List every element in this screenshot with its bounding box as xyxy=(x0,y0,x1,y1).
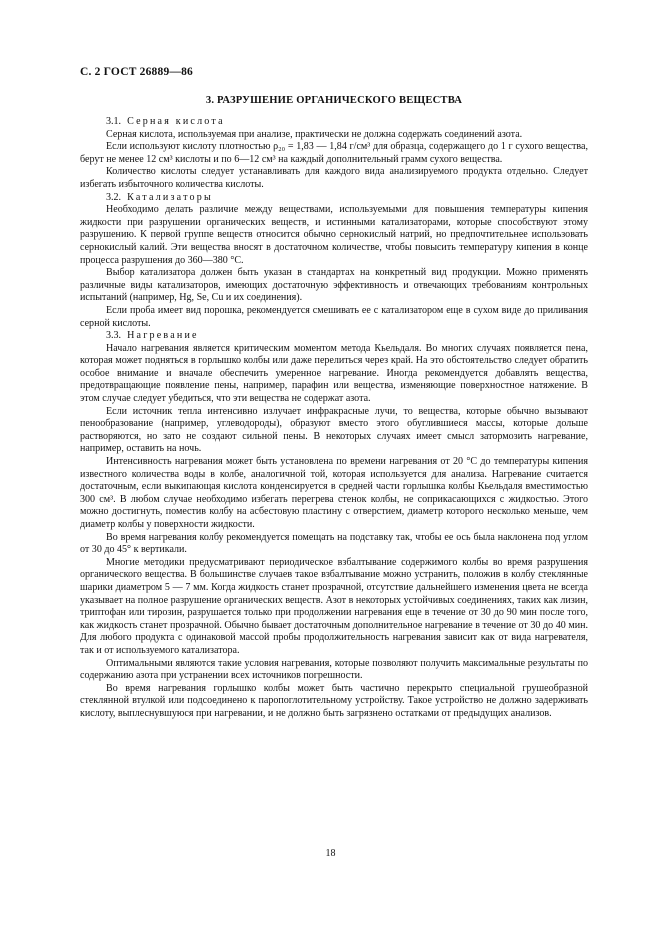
paragraph: Если используют кислоту плотностью ρ₂₀ = 1,83 — 1,84 г/см³ для образца, содержащего до 1 г сухого вещества, берут не менее 12 см³ кислоты и по 6—12 см³ на каждый дополнительный грамм сухого вещества. xyxy=(80,141,588,165)
subsection-heading-heating xyxy=(80,330,588,343)
subsection-title: Нагревание xyxy=(127,330,199,342)
page-number: 18 xyxy=(325,848,336,859)
document-header: С. 2 ГОСТ 26889—86 xyxy=(80,66,193,78)
paragraph: Серная кислота, используемая при анализе, практически не должна содержать соединений азота. xyxy=(106,128,523,140)
paragraph: Необходимо делать различие между веществами, используемыми для повышения температуры кипения жидкости при разрушении органических веществ, и истинными катализаторами, которые способствуют этому разрушению. К первой группе веществ относится обычно сернокислый натрий, но предпочтительнее использовать сернокислый калий. Эти вещества вносят в достаточном количестве, чтобы повысить температуру кипения в конце процесса разрушения до 360—380 °С. xyxy=(80,204,588,266)
paragraph: Если проба имеет вид порошка, рекомендуется смешивать ее с катализатором еще в сухом виде до приливания серной кислоты. xyxy=(80,304,588,329)
paragraph: Оптимальными являются такие условия нагревания, которые позволяют получить максимальные результаты по содержанию азота при устранении всех источников погрешности. xyxy=(80,657,588,682)
paragraph: Если источник тепла интенсивно излучает инфракрасные лучи, то вещества, которые обычно вызывают пенообразование (например, углеводороды), образуют вместо этого обуглившиеся массы, которые дольше растворяются, но зато не создают сильной пены. В некоторых случаях имеет смысл затормозить нагревание, например, оставить на ночь. xyxy=(80,405,588,455)
subsection-title: Серная кислота xyxy=(127,116,225,127)
paragraph: Выбор катализатора должен быть указан в стандартах на конкретный вид продукции. Можно применять различные виды катализаторов, имеющих достаточную эффективность и отвечающих требованиям контрольных испытаний (например, Hg, Se, Cu и их соединения). xyxy=(80,267,588,304)
paragraph: Во время нагревания горлышко колбы может быть частично перекрыто специальной грушеобразной стеклянной втулкой или подсоединено к паропоглотительному устройству. Такое устройство не должно задерживать кислоту, выплеснувшуюся при нагревании, и не должно быть загрязнено остатками от предыдущих анализов. xyxy=(80,682,588,719)
paragraph: Начало нагревания является критическим моментом метода Кьельдаля. Во многих случаях появляется пена, которая может подняться в горлышко колбы или даже перелиться через край. На это обстоятельство следует обратить особое внимание и вначале обеспечить умеренное нагревание. Иногда рекомендуется добавлять вещества, предотвращающие появление пены, например, парафин или вещества, изменяющие поверхностное натяжение. В этом случае следует убедиться, что эти вещества не содержат азота. xyxy=(80,342,588,405)
paragraph: Многие методики предусматривают периодическое взбалтывание содержимого колбы во время разрушения органического вещества. В большинстве случаев такое взбалтывание можно устранить, положив в колбу стеклянные шарики диаметром 5 — 7 мм. Когда жидкость станет прозрачной, отсутствие дальнейшего изменения цвета не всегда указывает на полное разрушение органических веществ. Азот в некоторых устойчивых соединениях, таких как лизин, триптофан или тирозин, разрушается только при продолжении нагревания еще в течение от 30 до 90 мин после того, как жидкость станет прозрачной. Обычно бывает достаточным дополнительное нагревание в течение от 30 до 40 мин. Для любого продукта с одинаковой массой пробы продолжительность нагревания зависит как от вида нагревателя, так и от используемого катализатора. xyxy=(80,556,588,656)
subsection-number: 3.1. xyxy=(106,116,122,127)
section-title: 3. РАЗРУШЕНИЕ ОРГАНИЧЕСКОГО ВЕЩЕСТВА xyxy=(205,95,463,106)
subsection-title: Катализаторы xyxy=(127,191,213,203)
subsection-number: 3.2. xyxy=(106,191,122,203)
subsection-number: 3.3. xyxy=(106,330,122,342)
paragraph: Количество кислоты следует устанавливать для каждого вида анализируемого продукта отдельно. Следует избегать избыточного количества кислоты. xyxy=(80,166,588,190)
document-body xyxy=(80,116,588,721)
paragraph: Интенсивность нагревания может быть установлена по времени нагревания от 20 °С до температуры кипения известного количества воды в колбе, аналогичной той, которая используется для анализа. Нагревание считается достаточным, если выкипающая кислота конденсируется в средней части горлышка колбы Кьельдаля вместимостью 300 см³. В любом случае необходимо избегать перегрева стенок колбы, не соприкасающихся с жидкостью. Этого можно достигнуть, поместив колбу на асбестовую пластину с отверстием, диаметр которого несколько меньше, чем диаметр колбы у поверхности жидкости. xyxy=(80,456,588,530)
subsection-heading-catalysts xyxy=(80,192,588,205)
paragraph: Во время нагревания колбу рекомендуется помещать на подставку так, чтобы ее ось была наклонена под углом от 30 до 45° к вертикали. xyxy=(80,531,588,556)
subsection-heading-sulfuric-acid xyxy=(80,116,588,129)
